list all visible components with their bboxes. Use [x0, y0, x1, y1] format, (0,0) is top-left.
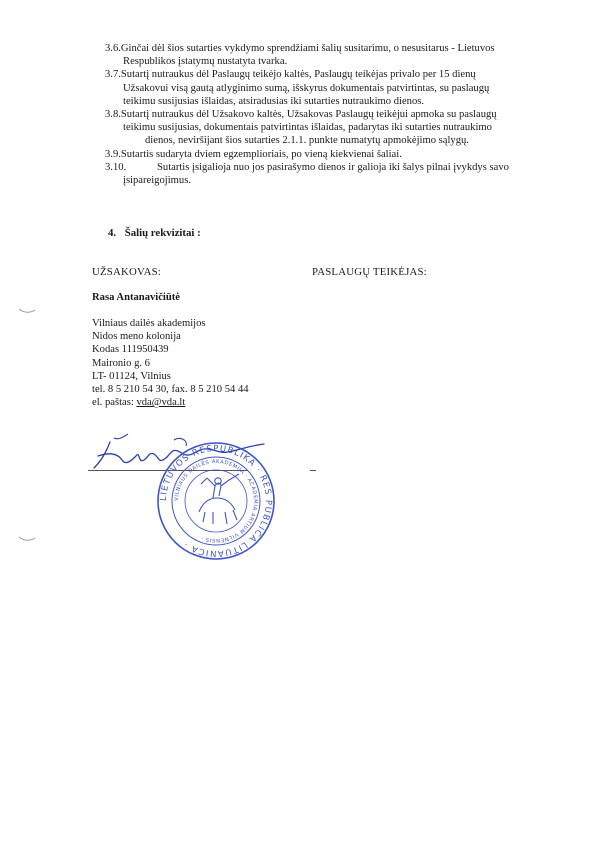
clause-3-6	[105, 42, 545, 68]
clause-number: 3.9.	[105, 148, 121, 160]
customer-label: UŽSAKOVAS:	[92, 266, 161, 278]
stamp-inner-text: VILNIAUS DAILĖS AKADEMIJA · ACADEMIA ARTIUM VILNENSIS ·	[173, 458, 259, 544]
clause-text: Sutartis įsigalioja nuo jos pasirašymo dienos ir galioja iki šalys pilnai įvykdys savo	[157, 161, 509, 173]
customer-representative-name: Rasa Antanavičiūtė	[92, 292, 180, 303]
customer-email-row	[92, 396, 249, 409]
clause-number: 3.8.	[105, 109, 121, 121]
stamp-outer-text: LIETUVOS RESPUBLIKA · RES PUBLICA LITUANICA ·	[158, 443, 274, 559]
knight-emblem-icon	[199, 474, 239, 524]
customer-detail-line: Kodas 111950439	[92, 344, 169, 356]
clause-text: Sutartį nutraukus dėl Paslaugų teikėjo kaltės, Paslaugų teikėjas privalo per 15 dienų	[120, 69, 476, 81]
clause-text: dienos, neviršijant šios sutarties 2.1.1. punkte numatytų apmokėjimo sąlygų.	[145, 135, 469, 147]
section-number: 4.	[108, 227, 117, 239]
clause-number: 3.6.	[105, 43, 121, 54]
customer-detail-line: Maironio g. 6	[92, 357, 150, 369]
clause-3-9	[105, 148, 545, 161]
clause-text: teikimu susijusias, dokumentais patvirtintas išlaidas, padarytas iki sutarties nutraukimo	[123, 122, 492, 134]
clause-text: Užsakovui visą gautą atlyginimo sumą, išskyrus dokumentais patvirtintas, su paslaugų	[123, 82, 490, 94]
clause-text: įsipareigojimus.	[123, 175, 191, 187]
clause-text: Respublikos įstatymų nustatyta tvarka.	[123, 56, 288, 68]
clause-text: Sutartį nutraukus dėl Užsakovo kaltės, Užsakovas Paslaugų teikėjui apmoka su paslaugų	[120, 109, 497, 121]
margin-mark	[18, 535, 36, 543]
clause-text: Ginčai dėl šios sutarties vykdymo sprendžiami šalių susitarimu, o nesusitarus - Lietuvos	[120, 43, 495, 54]
provider-label: PASLAUGŲ TEIKĖJAS:	[312, 266, 427, 278]
clauses-list	[105, 42, 545, 187]
customer-detail-line: LT- 01124, Vilnius	[92, 370, 171, 382]
clause-3-8	[105, 108, 545, 148]
svg-text:VILNIAUS DAILĖS AKADEMIJA · AC	[174, 459, 258, 543]
customer-details	[92, 317, 249, 409]
provider-signature-line	[310, 470, 316, 471]
customer-detail-line: Vilniaus dailės akademijos	[92, 318, 206, 329]
email-link[interactable]: vda@vda.lt	[136, 397, 186, 409]
university-stamp	[155, 440, 277, 562]
clause-number: 3.7.	[105, 69, 121, 81]
section-title: Šalių rekvizitai :	[124, 227, 201, 239]
clause-text: teikimu susijusias išlaidas, atsiradusias iki sutarties nutraukimo dienos.	[123, 95, 425, 107]
section-heading	[108, 227, 201, 240]
clause-number: 3.10.	[105, 161, 127, 173]
customer-detail-line: tel. 8 5 210 54 30, fax. 8 5 210 54 44	[92, 384, 249, 396]
customer-detail-line: Nidos meno kolonija	[92, 331, 181, 343]
margin-mark	[18, 307, 36, 315]
clause-3-10	[105, 161, 545, 187]
clause-3-7	[105, 68, 545, 108]
email-prefix: el. paštas:	[92, 397, 137, 409]
clause-text: Sutartis sudaryta dviem egzemplioriais, po vieną kiekvienai šaliai.	[120, 148, 402, 160]
